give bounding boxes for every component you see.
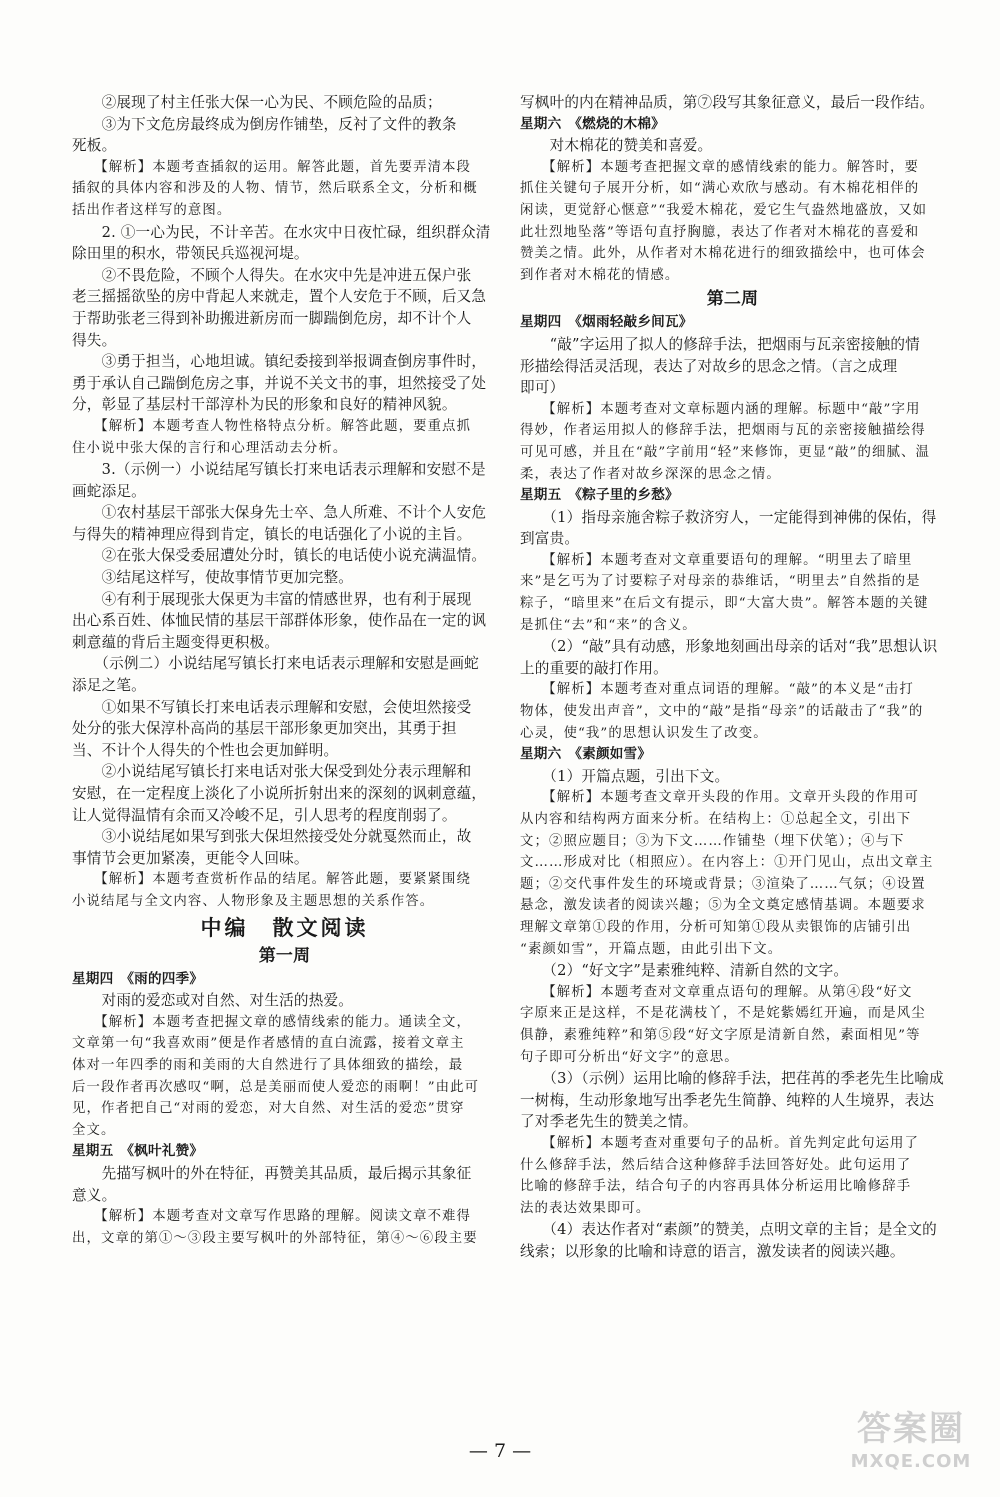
analysis-line: 【解析】本题考查赏析作品的结尾。解答此题，要紧紧围绕 xyxy=(72,872,472,888)
watermark-text-bottom: MXQE.COM xyxy=(850,1451,972,1472)
text-line: 与得失的精神理应得到肯定，镇长的电话强化了小说的主旨。 xyxy=(72,525,472,543)
section-heading: 中编 散文阅读 xyxy=(200,914,369,940)
text-line: 勇于承认自己踹倒危房之事，并说不关文书的事，坦然接受了处 xyxy=(72,374,487,392)
text-line: （2）“好文字”是素雅纯粹、清新自然的文字。 xyxy=(520,962,849,980)
day-heading: 星期四 《烟雨轻敲乡间瓦》 xyxy=(520,314,693,331)
text-line: 于帮助张老三得到补助搬进新房而一脚踹倒危房，却不计个人 xyxy=(72,309,472,327)
analysis-line: 括出作者这样写的意图。 xyxy=(72,202,232,218)
analysis-line: 从内容和结构两方面来分析。在结构上：①总起全文，引出下 xyxy=(520,812,912,827)
analysis-line: 【解析】本题考查插叙的运用。解答此题，首先要弄清本段 xyxy=(72,159,472,175)
text-line: ②在张大保受委屈遭处分时，镇长的电话使小说充满温情。 xyxy=(72,547,487,565)
day-heading: 星期五 《枫叶礼赞》 xyxy=(72,1143,204,1160)
analysis-line: 出，文章的第①～③段主要写枫叶的外部特征，第④～⑥段主要 xyxy=(72,1230,478,1246)
analysis-line: 【解析】本题考查人物性格特点分析。解答此题，要重点抓 xyxy=(72,418,472,434)
text-line: ②小说结尾写镇长打来电话对张大保受到处分表示理解和 xyxy=(72,763,472,781)
analysis-line: 赞美之情。此外，从作者对木棉花进行的细致描绘中，也可体会 xyxy=(520,246,926,262)
analysis-line: 题；②交代事件发生的环境或背景；③渲染了……气氛；④设置 xyxy=(520,876,926,892)
analysis-line: 小说结尾与全文内容、人物形象及主题思想的关系作答。 xyxy=(72,893,435,909)
text-line: 先描写枫叶的外在特征，再赞美其品质，最后揭示其象征 xyxy=(72,1164,472,1182)
text-line: 得失。 xyxy=(72,331,117,349)
analysis-line: 法的表达效果即可。 xyxy=(520,1200,651,1216)
text-line: 添足之笔。 xyxy=(72,677,146,695)
analysis-line: 【解析】本题考查把握文章的感情线索的能力。通读全文， xyxy=(72,1014,472,1030)
analysis-line: 此壮烈地坠落”等语句直抒胸臆，表达了作者对木棉花的喜爱和 xyxy=(520,224,920,240)
text-line: ③小说结尾如果写到张大保坦然接受处分就戛然而止，故 xyxy=(72,828,472,846)
text-line: 画蛇添足。 xyxy=(72,482,146,500)
analysis-line: 住小说中张大保的言行和心理活动去分析。 xyxy=(72,440,348,456)
analysis-line: 【解析】本题考查把握文章的感情线索的能力。解答时，要 xyxy=(520,159,920,175)
analysis-line: 字原来正是这样，不是花满枝丫，不是姹紫嫣红开遍，而是风尘 xyxy=(520,1006,926,1022)
text-line: ③勇于担当，心地坦诚。镇纪委接到举报调查倒房事件时， xyxy=(72,353,487,371)
day-heading: 星期四 《雨的四季》 xyxy=(72,970,204,987)
analysis-line: 俱静，素雅纯粹”和第⑤段“好文字原是清新自然，素面相见”等 xyxy=(520,1027,921,1043)
text-line: 死板。 xyxy=(72,137,117,155)
text-line: 2. ①一心为民，不计辛苦。在水灾中日夜忙碌，组织群众清 xyxy=(72,223,491,241)
analysis-line: 插叙的具体内容和涉及的人物、情节，然后联系全文，分析和概 xyxy=(72,181,478,197)
text-line: 意义。 xyxy=(72,1186,117,1204)
analysis-line: 物体，使发出声音”，文中的“敲”是指“母亲”的话敲击了“我”的 xyxy=(520,704,924,720)
text-line: （2）“敲”具有动感，形象地刻画出母亲的话对“我”思想认识 xyxy=(520,638,938,656)
text-line: 3.（示例一）小说结尾写镇长打来电话表示理解和安慰不是 xyxy=(72,461,486,479)
text-line: 一树梅，生动形象地写出季老先生简静、纯粹的人生境界，表达 xyxy=(520,1091,935,1109)
text-line: 让人觉得温情有余而又冷峻不足，引人思考的程度削弱了。 xyxy=(72,806,457,824)
watermark-text-top: 答案圈 xyxy=(857,1409,965,1449)
analysis-line: 可见可感，并且在“敲”字前用“轻”来修饰，更显“敲”的细腻、温 xyxy=(520,444,930,460)
analysis-line: 【解析】本题考查对文章重点语句的理解。从第④段“好文 xyxy=(520,984,913,1000)
analysis-line: 体对一年四季的雨和美雨的大自然进行了具体细致的描绘，最 xyxy=(72,1057,464,1073)
text-line: ①如果不写镇长打来电话表示理解和安慰，会使坦然接受 xyxy=(72,698,472,716)
text-line: 线索；以形象的比喻和诗意的语言，激发读者的阅读兴趣。 xyxy=(520,1242,905,1260)
text-line: 除田里的积水，带领民兵巡视河堤。 xyxy=(72,245,309,263)
analysis-line: 到作者对木棉花的情感。 xyxy=(520,267,680,283)
analysis-line: 来”是乞丐为了讨要粽子对母亲的恭维话，“明里去”自然指的是 xyxy=(520,574,921,590)
text-line: 写枫叶的内在精神品质，第⑦段写其象征意义，最后一段作结。 xyxy=(520,94,935,111)
text-line: ③结尾这样写，使故事情节更加完整。 xyxy=(72,569,354,587)
text-line: （示例二）小说结尾写镇长打来电话表示理解和安慰是画蛇 xyxy=(72,655,479,673)
text-line: 上的重要的敲打作用。 xyxy=(520,659,668,677)
analysis-line: 【解析】本题考查对重要句子的品析。首先判定此句运用了 xyxy=(520,1135,920,1151)
analysis-line: 【解析】本题考查对文章写作思路的理解。阅读文章不难得 xyxy=(72,1209,472,1225)
analysis-line: “素颜如雪”，开篇点题，由此引出下文。 xyxy=(520,941,783,957)
analysis-line: 是抓住“去”和“来”的含义。 xyxy=(520,617,697,633)
page-number: — 7 — xyxy=(468,1440,532,1462)
analysis-line: 得妙，作者运用拟人的修辞手法，把烟雨与瓦的亲密接触描绘得 xyxy=(520,423,926,439)
analysis-line: 【解析】本题考查对文章标题内涵的理解。标题中“敲”字用 xyxy=(520,401,921,417)
day-heading: 星期六 《素颜如雪》 xyxy=(520,746,652,763)
text-line: ③为下文危房最终成为倒房作铺垫，反衬了文件的教条 xyxy=(72,115,457,133)
day-heading: 星期六 《燃烧的木棉》 xyxy=(520,115,665,132)
text-line: ②不畏危险，不顾个人得失。在水灾中先是冲进五保户张 xyxy=(72,266,472,284)
analysis-line: 粽子，“暗里来”在后文有提示，即“大富大贵”。解答本题的关键 xyxy=(520,596,929,612)
text-line: 刺意蕴的背后主题变得更积极。 xyxy=(72,633,280,651)
analysis-line: 【解析】本题考查对重点词语的理解。“敲”的本义是“击打 xyxy=(520,682,914,698)
analysis-line: 什么修辞手法，然后结合这种修辞手法回答好处。此句运用了 xyxy=(520,1157,912,1173)
text-line: （1）开篇点题，引出下文。 xyxy=(520,767,730,785)
day-heading: 星期五 《粽子里的乡愁》 xyxy=(520,487,679,504)
analysis-line: 文……形成对比（相照应）。在内容上：①开门见山，点出文章主 xyxy=(520,855,934,871)
text-line: 对雨的爱恋或对自然、对生活的热爱。 xyxy=(72,992,354,1010)
analysis-line: 柔，表达了作者对故乡深深的思念之情。 xyxy=(520,466,781,482)
analysis-line: 比喻的修辞手法，结合句子的内容再具体分析运用比喻修辞手 xyxy=(520,1179,912,1195)
analysis-line: 见，作者把自己“对雨的爱恋，对大自然、对生活的爱恋”贯穿 xyxy=(72,1101,465,1117)
text-line: 处分的张大保淳朴高尚的基层干部形象更加突出，其勇于担 xyxy=(72,720,457,738)
text-line: 分，彰显了基层村干部淳朴为民的形象和良好的精神风貌。 xyxy=(72,396,457,414)
week-heading: 第二周 xyxy=(706,289,759,310)
text-line: （1）指母亲施舍粽子救济穷人，一定能得到神佛的保佑，得 xyxy=(520,508,937,526)
right-column xyxy=(520,92,945,1262)
text-line: 即可） xyxy=(520,379,565,397)
text-line: ①农村基层干部张大保身先士卒、急人所难、不计个人安危 xyxy=(72,504,487,522)
text-line: 当、不计个人得失的个性也会更加鲜明。 xyxy=(72,741,339,759)
week-heading: 第一周 xyxy=(258,945,311,966)
left-column xyxy=(72,92,497,1249)
text-line: （4）表达作者对“素颜”的赞美，点明文章的主旨；是全文的 xyxy=(520,1221,937,1239)
text-line: （3）（示例）运用比喻的修辞手法，把荏苒的季老先生比喻成 xyxy=(520,1070,944,1088)
text-line: 老三摇摇欲坠的房中背起人来就走，置个人安危于不顾，后又急 xyxy=(72,288,487,306)
text-line: “敲”字运用了拟人的修辞手法，把烟雨与瓦亲密接触的情 xyxy=(520,335,920,353)
analysis-line: 文章第一句“我喜欢雨”便是作者感情的直白流露，接着文章主 xyxy=(72,1036,465,1052)
analysis-line: 句子即可分析出“好文字”的意思。 xyxy=(520,1049,739,1065)
text-line: ④有利于展现张大保更为丰富的情感世界，也有利于展现 xyxy=(72,590,472,608)
text-line: 安慰，在一定程度上淡化了小说所折射出来的深刻的讽刺意蕴， xyxy=(72,785,487,802)
analysis-line: 抓住关键句子展开分析，如“满心欢欣与感动。有木棉花相伴的 xyxy=(520,181,920,197)
watermark-logo xyxy=(836,1407,986,1487)
analysis-line: 文；②照应题目；③为下文……作铺垫（埋下伏笔）；④与下 xyxy=(520,833,905,849)
text-line: 到富贵。 xyxy=(520,530,580,548)
text-line: 事情节会更加紧凑，更能令人回味。 xyxy=(72,849,309,867)
analysis-line: 闲读，更觉舒心惬意”“我爱木棉花，爱它生气盎然地盛放，又如 xyxy=(520,202,928,218)
analysis-line: 全文。 xyxy=(72,1122,116,1138)
analysis-line: 心灵，使“我”的思想认识发生了改变。 xyxy=(520,725,768,741)
text-line: 了对季老先生的赞美之情。 xyxy=(520,1113,698,1131)
text-line: 对木棉花的赞美和喜爱。 xyxy=(520,137,713,155)
analysis-line: 理解文章第①段的作用，分析可知第①段从卖银饰的店铺引出 xyxy=(520,919,912,935)
analysis-line: 【解析】本题考查文章开头段的作用。文章开头段的作用可 xyxy=(520,790,920,806)
text-line: 形描绘得活灵活现，表达了对故乡的思念之情。（言之成理 xyxy=(520,357,898,375)
analysis-line: 【解析】本题考查对文章重要语句的理解。“明里去了暗里 xyxy=(520,552,913,568)
text-line: 出心系百姓、体恤民情的基层干部群体形象，使作品在一定的讽 xyxy=(72,612,487,630)
analysis-line: 悬念，激发读者的阅读兴趣；⑤为全文奠定感情基调。本题要求 xyxy=(520,898,926,914)
text-line: ②展现了村主任张大保一心为民、不顾危险的品质； xyxy=(72,94,442,111)
analysis-line: 后一段作者再次感叹“啊，总是美丽而使人爱恋的雨啊！”由此可 xyxy=(72,1079,480,1095)
